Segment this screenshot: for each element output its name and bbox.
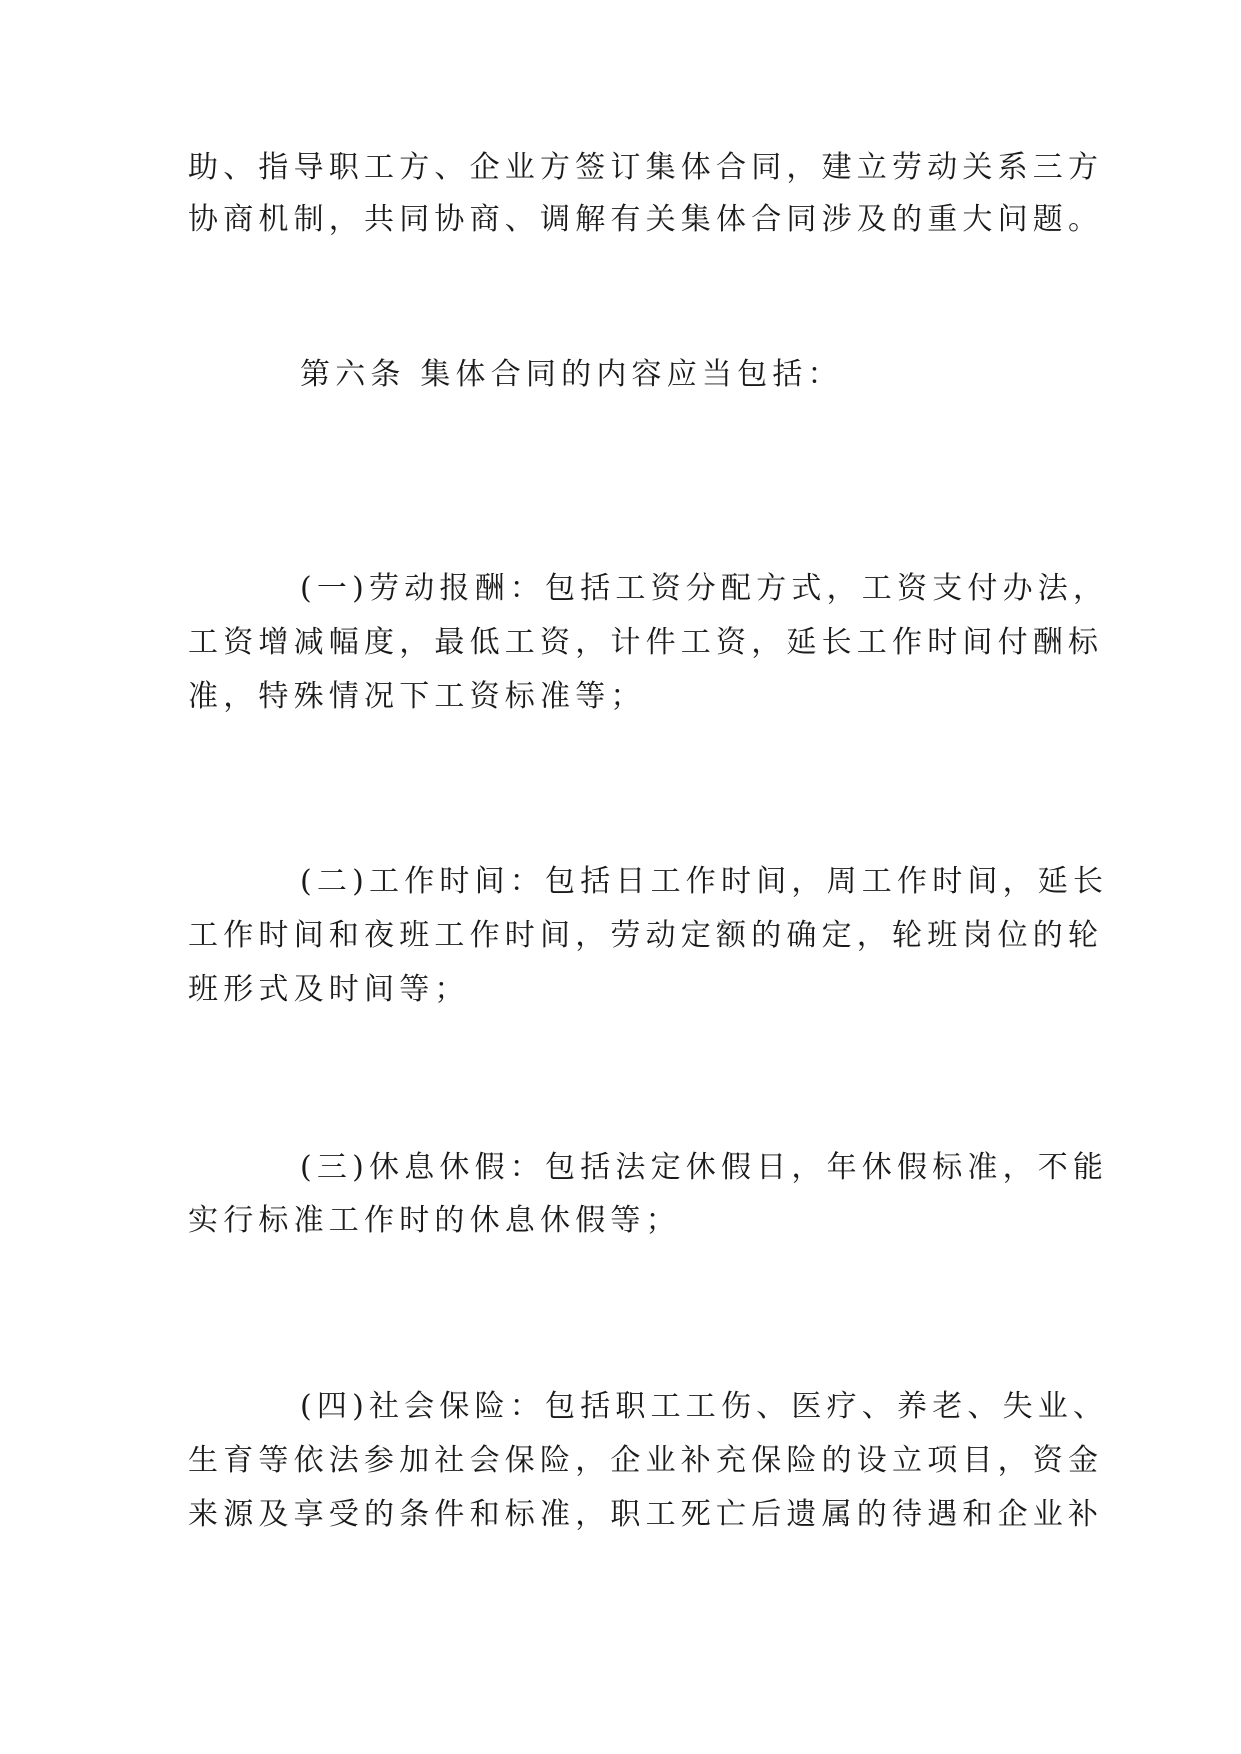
paragraph-line: 班形式及时间等； (188, 972, 470, 1007)
paragraph-line: 工作时间和夜班工作时间，劳动定额的确定，轮班岗位的轮 (188, 918, 1104, 953)
paragraph-line: 生育等依法参加社会保险，企业补充保险的设立项目，资金 (188, 1443, 1104, 1478)
paragraph-line: 协商机制，共同协商、调解有关集体合同涉及的重大问题。 (188, 202, 1104, 237)
paragraph-line: (四)社会保险：包括职工工伤、医疗、养老、失业、 (300, 1389, 1109, 1424)
paragraph-line: (二)工作时间：包括日工作时间，周工作时间，延长 (300, 864, 1109, 899)
paragraph-line: 实行标准工作时的休息休假等； (188, 1203, 681, 1238)
paragraph-line: (一)劳动报酬：包括工资分配方式，工资支付办法， (300, 571, 1109, 606)
paragraph-line: 准，特殊情况下工资标准等； (188, 679, 646, 714)
paragraph-line: (三)休息休假：包括法定休假日，年休假标准，不能 (300, 1150, 1109, 1185)
paragraph-line: 来源及享受的条件和标准，职工死亡后遗属的待遇和企业补 (188, 1497, 1104, 1532)
paragraph-line: 助、指导职工方、企业方签订集体合同，建立劳动关系三方 (188, 150, 1104, 185)
article-heading: 第六条 集体合同的内容应当包括： (300, 357, 843, 392)
paragraph-line: 工资增减幅度，最低工资，计件工资，延长工作时间付酬标 (188, 625, 1104, 660)
